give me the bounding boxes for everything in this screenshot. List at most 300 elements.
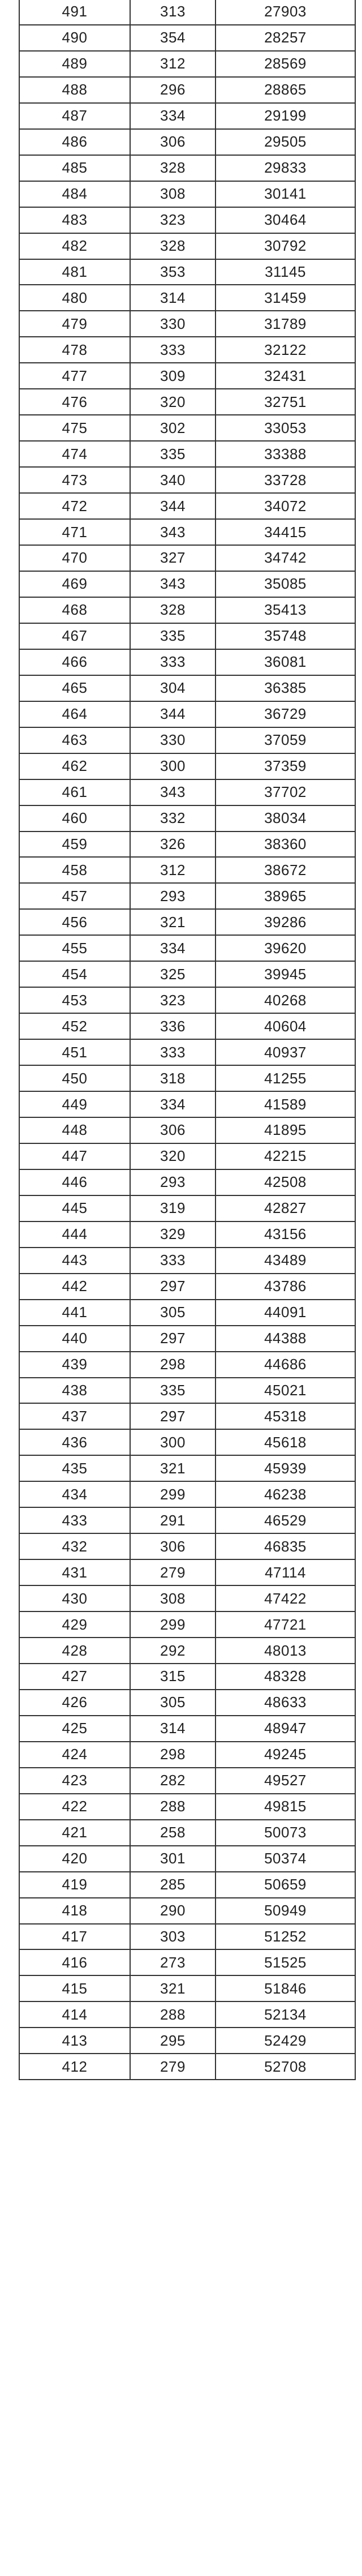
count-cell: 343 (130, 571, 216, 597)
count-cell: 327 (130, 545, 216, 571)
score-cell: 469 (19, 571, 130, 597)
count-cell: 308 (130, 181, 216, 207)
count-cell: 330 (130, 727, 216, 753)
cumulative-count-cell: 34742 (216, 545, 355, 571)
count-cell: 335 (130, 1378, 216, 1404)
cumulative-count-cell: 41255 (216, 1065, 355, 1091)
score-cell: 431 (19, 1559, 130, 1585)
count-cell: 319 (130, 1195, 216, 1221)
score-cell: 478 (19, 337, 130, 363)
score-cell: 452 (19, 1013, 130, 1039)
table-row (19, 129, 355, 155)
cumulative-count-cell: 46835 (216, 1533, 355, 1559)
table-row (19, 389, 355, 415)
table-row (19, 1455, 355, 1481)
score-cell: 435 (19, 1455, 130, 1481)
score-cell: 423 (19, 1768, 130, 1794)
score-cell: 454 (19, 961, 130, 987)
count-cell: 313 (130, 0, 216, 25)
cumulative-count-cell: 29199 (216, 103, 355, 129)
count-cell: 329 (130, 1221, 216, 1248)
table-row (19, 337, 355, 363)
cumulative-count-cell: 51525 (216, 1949, 355, 1975)
cumulative-count-cell: 32751 (216, 389, 355, 415)
table-row (19, 181, 355, 207)
cumulative-count-cell: 51846 (216, 1975, 355, 2001)
count-cell: 312 (130, 857, 216, 883)
score-cell: 458 (19, 857, 130, 883)
score-cell: 417 (19, 1924, 130, 1950)
score-distribution-table (19, 0, 356, 2080)
table-row (19, 1664, 355, 1690)
table-row (19, 1248, 355, 1274)
count-cell: 336 (130, 1013, 216, 1039)
cumulative-count-cell: 48328 (216, 1664, 355, 1690)
table-row (19, 1872, 355, 1898)
score-cell: 415 (19, 1975, 130, 2001)
cumulative-count-cell: 39620 (216, 935, 355, 961)
count-cell: 321 (130, 909, 216, 935)
score-cell: 447 (19, 1143, 130, 1169)
count-cell: 328 (130, 155, 216, 181)
table-row (19, 857, 355, 883)
cumulative-count-cell: 30141 (216, 181, 355, 207)
table-row (19, 2028, 355, 2054)
score-cell: 429 (19, 1611, 130, 1638)
cumulative-count-cell: 36385 (216, 675, 355, 701)
score-cell: 479 (19, 311, 130, 337)
score-cell: 487 (19, 103, 130, 129)
cumulative-count-cell: 46238 (216, 1481, 355, 1507)
table-row (19, 1690, 355, 1716)
table-row (19, 2001, 355, 2028)
cumulative-count-cell: 40604 (216, 1013, 355, 1039)
cumulative-count-cell: 28569 (216, 51, 355, 77)
count-cell: 258 (130, 1820, 216, 1846)
table-row (19, 2054, 355, 2080)
score-cell: 489 (19, 51, 130, 77)
cumulative-count-cell: 37702 (216, 779, 355, 805)
cumulative-count-cell: 43786 (216, 1274, 355, 1300)
table-row (19, 545, 355, 571)
count-cell: 300 (130, 753, 216, 779)
score-cell: 441 (19, 1300, 130, 1326)
table-row (19, 1326, 355, 1352)
score-cell: 459 (19, 831, 130, 858)
table-row (19, 155, 355, 181)
score-cell: 418 (19, 1898, 130, 1924)
table-row (19, 1794, 355, 1820)
cumulative-count-cell: 50659 (216, 1872, 355, 1898)
table-row (19, 493, 355, 519)
score-cell: 463 (19, 727, 130, 753)
cumulative-count-cell: 47114 (216, 1559, 355, 1585)
score-cell: 490 (19, 25, 130, 51)
score-cell: 412 (19, 2054, 130, 2080)
count-cell: 312 (130, 51, 216, 77)
cumulative-count-cell: 28865 (216, 77, 355, 103)
score-cell: 413 (19, 2028, 130, 2054)
table-row (19, 1533, 355, 1559)
table-row (19, 623, 355, 649)
count-cell: 296 (130, 77, 216, 103)
count-cell: 314 (130, 1716, 216, 1742)
score-cell: 474 (19, 441, 130, 467)
count-cell: 290 (130, 1898, 216, 1924)
score-cell: 483 (19, 207, 130, 233)
cumulative-count-cell: 32122 (216, 337, 355, 363)
table-row (19, 987, 355, 1013)
table-row (19, 1638, 355, 1664)
table-row (19, 25, 355, 51)
count-cell: 306 (130, 1533, 216, 1559)
count-cell: 305 (130, 1690, 216, 1716)
score-cell: 451 (19, 1039, 130, 1065)
count-cell: 321 (130, 1455, 216, 1481)
table-row (19, 1585, 355, 1611)
score-cell: 448 (19, 1117, 130, 1143)
cumulative-count-cell: 36081 (216, 649, 355, 675)
cumulative-count-cell: 38360 (216, 831, 355, 858)
cumulative-count-cell: 37059 (216, 727, 355, 753)
score-cell: 432 (19, 1533, 130, 1559)
table-row (19, 649, 355, 675)
score-cell: 470 (19, 545, 130, 571)
count-cell: 354 (130, 25, 216, 51)
cumulative-count-cell: 28257 (216, 25, 355, 51)
table-row (19, 51, 355, 77)
count-cell: 333 (130, 337, 216, 363)
score-cell: 416 (19, 1949, 130, 1975)
score-cell: 440 (19, 1326, 130, 1352)
score-cell: 462 (19, 753, 130, 779)
cumulative-count-cell: 29833 (216, 155, 355, 181)
count-cell: 308 (130, 1585, 216, 1611)
score-cell: 420 (19, 1846, 130, 1872)
cumulative-count-cell: 43489 (216, 1248, 355, 1274)
score-cell: 443 (19, 1248, 130, 1274)
table-row (19, 1195, 355, 1221)
score-cell: 477 (19, 363, 130, 389)
cumulative-count-cell: 38034 (216, 805, 355, 831)
count-cell: 306 (130, 1117, 216, 1143)
cumulative-count-cell: 49527 (216, 1768, 355, 1794)
count-cell: 323 (130, 987, 216, 1013)
cumulative-count-cell: 44686 (216, 1352, 355, 1378)
count-cell: 297 (130, 1326, 216, 1352)
table-row (19, 1091, 355, 1117)
table-row (19, 883, 355, 909)
table-row (19, 1300, 355, 1326)
cumulative-count-cell: 33728 (216, 467, 355, 493)
cumulative-count-cell: 44091 (216, 1300, 355, 1326)
score-cell: 482 (19, 233, 130, 259)
table-row (19, 1169, 355, 1195)
count-cell: 285 (130, 1872, 216, 1898)
score-cell: 449 (19, 1091, 130, 1117)
cumulative-count-cell: 47422 (216, 1585, 355, 1611)
table-row (19, 1065, 355, 1091)
table-row (19, 519, 355, 545)
score-cell: 426 (19, 1690, 130, 1716)
score-cell: 438 (19, 1378, 130, 1404)
score-cell: 428 (19, 1638, 130, 1664)
count-cell: 299 (130, 1481, 216, 1507)
cumulative-count-cell: 48633 (216, 1690, 355, 1716)
count-cell: 332 (130, 805, 216, 831)
table-row (19, 1716, 355, 1742)
table-row (19, 1611, 355, 1638)
cumulative-count-cell: 37359 (216, 753, 355, 779)
table-row (19, 0, 355, 25)
score-cell: 456 (19, 909, 130, 935)
count-cell: 288 (130, 2001, 216, 2028)
count-cell: 334 (130, 1091, 216, 1117)
count-cell: 343 (130, 779, 216, 805)
count-cell: 297 (130, 1274, 216, 1300)
table-row (19, 935, 355, 961)
cumulative-count-cell: 40268 (216, 987, 355, 1013)
table-row (19, 675, 355, 701)
count-cell: 330 (130, 311, 216, 337)
score-cell: 446 (19, 1169, 130, 1195)
count-cell: 273 (130, 1949, 216, 1975)
score-cell: 421 (19, 1820, 130, 1846)
count-cell: 279 (130, 2054, 216, 2080)
table-row (19, 363, 355, 389)
count-cell: 328 (130, 597, 216, 623)
count-cell: 334 (130, 935, 216, 961)
score-cell: 484 (19, 181, 130, 207)
cumulative-count-cell: 34415 (216, 519, 355, 545)
count-cell: 302 (130, 415, 216, 441)
cumulative-count-cell: 38672 (216, 857, 355, 883)
table-row (19, 1975, 355, 2001)
score-cell: 488 (19, 77, 130, 103)
count-cell: 301 (130, 1846, 216, 1872)
count-cell: 333 (130, 1248, 216, 1274)
score-cell: 433 (19, 1507, 130, 1533)
cumulative-count-cell: 50374 (216, 1846, 355, 1872)
count-cell: 321 (130, 1975, 216, 2001)
count-cell: 293 (130, 1169, 216, 1195)
table-row (19, 1352, 355, 1378)
count-cell: 353 (130, 259, 216, 285)
table-row (19, 233, 355, 259)
score-cell: 473 (19, 467, 130, 493)
count-cell: 292 (130, 1638, 216, 1664)
score-cell: 464 (19, 701, 130, 727)
count-cell: 326 (130, 831, 216, 858)
score-cell: 445 (19, 1195, 130, 1221)
cumulative-count-cell: 45021 (216, 1378, 355, 1404)
score-cell: 425 (19, 1716, 130, 1742)
score-cell: 450 (19, 1065, 130, 1091)
table-row (19, 103, 355, 129)
score-cell: 485 (19, 155, 130, 181)
table-row (19, 285, 355, 311)
table-row (19, 909, 355, 935)
table-row (19, 727, 355, 753)
table-row (19, 1898, 355, 1924)
cumulative-count-cell: 50949 (216, 1898, 355, 1924)
cumulative-count-cell: 51252 (216, 1924, 355, 1950)
table-row (19, 207, 355, 233)
cumulative-count-cell: 30792 (216, 233, 355, 259)
cumulative-count-cell: 31459 (216, 285, 355, 311)
count-cell: 293 (130, 883, 216, 909)
score-cell: 453 (19, 987, 130, 1013)
table-row (19, 779, 355, 805)
count-cell: 333 (130, 1039, 216, 1065)
table-row (19, 597, 355, 623)
count-cell: 328 (130, 233, 216, 259)
table-row (19, 571, 355, 597)
cumulative-count-cell: 45318 (216, 1403, 355, 1429)
cumulative-count-cell: 39286 (216, 909, 355, 935)
table-row (19, 1221, 355, 1248)
count-cell: 297 (130, 1403, 216, 1429)
score-cell: 437 (19, 1403, 130, 1429)
cumulative-count-cell: 31789 (216, 311, 355, 337)
score-cell: 460 (19, 805, 130, 831)
table-row (19, 1481, 355, 1507)
cumulative-count-cell: 42215 (216, 1143, 355, 1169)
score-cell: 427 (19, 1664, 130, 1690)
score-cell: 486 (19, 129, 130, 155)
cumulative-count-cell: 42827 (216, 1195, 355, 1221)
table-row (19, 1846, 355, 1872)
table-row (19, 77, 355, 103)
score-cell: 430 (19, 1585, 130, 1611)
count-cell: 325 (130, 961, 216, 987)
cumulative-count-cell: 29505 (216, 129, 355, 155)
cumulative-count-cell: 52134 (216, 2001, 355, 2028)
cumulative-count-cell: 30464 (216, 207, 355, 233)
table-row (19, 831, 355, 858)
count-cell: 318 (130, 1065, 216, 1091)
table-row (19, 1378, 355, 1404)
score-cell: 434 (19, 1481, 130, 1507)
table-row (19, 415, 355, 441)
count-cell: 288 (130, 1794, 216, 1820)
count-cell: 320 (130, 389, 216, 415)
count-cell: 279 (130, 1559, 216, 1585)
cumulative-count-cell: 45939 (216, 1455, 355, 1481)
table-row (19, 1507, 355, 1533)
score-cell: 491 (19, 0, 130, 25)
score-cell: 444 (19, 1221, 130, 1248)
cumulative-count-cell: 39945 (216, 961, 355, 987)
count-cell: 300 (130, 1429, 216, 1455)
count-cell: 303 (130, 1924, 216, 1950)
cumulative-count-cell: 40937 (216, 1039, 355, 1065)
cumulative-count-cell: 45618 (216, 1429, 355, 1455)
cumulative-count-cell: 48013 (216, 1638, 355, 1664)
count-cell: 315 (130, 1664, 216, 1690)
cumulative-count-cell: 35748 (216, 623, 355, 649)
table-row (19, 753, 355, 779)
cumulative-count-cell: 49815 (216, 1794, 355, 1820)
cumulative-count-cell: 42508 (216, 1169, 355, 1195)
count-cell: 333 (130, 649, 216, 675)
score-cell: 455 (19, 935, 130, 961)
count-cell: 305 (130, 1300, 216, 1326)
score-cell: 472 (19, 493, 130, 519)
table-body (19, 0, 355, 2080)
table-row (19, 1117, 355, 1143)
count-cell: 291 (130, 1507, 216, 1533)
cumulative-count-cell: 31145 (216, 259, 355, 285)
count-cell: 299 (130, 1611, 216, 1638)
table-row (19, 1039, 355, 1065)
cumulative-count-cell: 46529 (216, 1507, 355, 1533)
score-cell: 465 (19, 675, 130, 701)
score-cell: 414 (19, 2001, 130, 2028)
cumulative-count-cell: 50073 (216, 1820, 355, 1846)
count-cell: 306 (130, 129, 216, 155)
count-cell: 314 (130, 285, 216, 311)
cumulative-count-cell: 49245 (216, 1742, 355, 1768)
count-cell: 298 (130, 1352, 216, 1378)
cumulative-count-cell: 35085 (216, 571, 355, 597)
cumulative-count-cell: 43156 (216, 1221, 355, 1248)
count-cell: 335 (130, 623, 216, 649)
cumulative-count-cell: 33053 (216, 415, 355, 441)
cumulative-count-cell: 33388 (216, 441, 355, 467)
cumulative-count-cell: 44388 (216, 1326, 355, 1352)
cumulative-count-cell: 41895 (216, 1117, 355, 1143)
score-cell: 476 (19, 389, 130, 415)
cumulative-count-cell: 36729 (216, 701, 355, 727)
table-row (19, 961, 355, 987)
score-cell: 480 (19, 285, 130, 311)
count-cell: 343 (130, 519, 216, 545)
score-cell: 424 (19, 1742, 130, 1768)
table-row (19, 1820, 355, 1846)
cumulative-count-cell: 47721 (216, 1611, 355, 1638)
cumulative-count-cell: 34072 (216, 493, 355, 519)
score-cell: 471 (19, 519, 130, 545)
table-row (19, 1924, 355, 1950)
score-cell: 467 (19, 623, 130, 649)
score-cell: 419 (19, 1872, 130, 1898)
score-cell: 481 (19, 259, 130, 285)
table-row (19, 701, 355, 727)
count-cell: 282 (130, 1768, 216, 1794)
cumulative-count-cell: 41589 (216, 1091, 355, 1117)
score-cell: 442 (19, 1274, 130, 1300)
count-cell: 298 (130, 1742, 216, 1768)
table-row (19, 259, 355, 285)
score-cell: 457 (19, 883, 130, 909)
table-row (19, 441, 355, 467)
table-row (19, 1768, 355, 1794)
table-row (19, 1949, 355, 1975)
score-cell: 475 (19, 415, 130, 441)
table-row (19, 1403, 355, 1429)
cumulative-count-cell: 32431 (216, 363, 355, 389)
table-row (19, 1429, 355, 1455)
cumulative-count-cell: 52429 (216, 2028, 355, 2054)
table-row (19, 467, 355, 493)
cumulative-count-cell: 52708 (216, 2054, 355, 2080)
count-cell: 335 (130, 441, 216, 467)
table-row (19, 1013, 355, 1039)
count-cell: 334 (130, 103, 216, 129)
table-row (19, 1274, 355, 1300)
count-cell: 344 (130, 493, 216, 519)
